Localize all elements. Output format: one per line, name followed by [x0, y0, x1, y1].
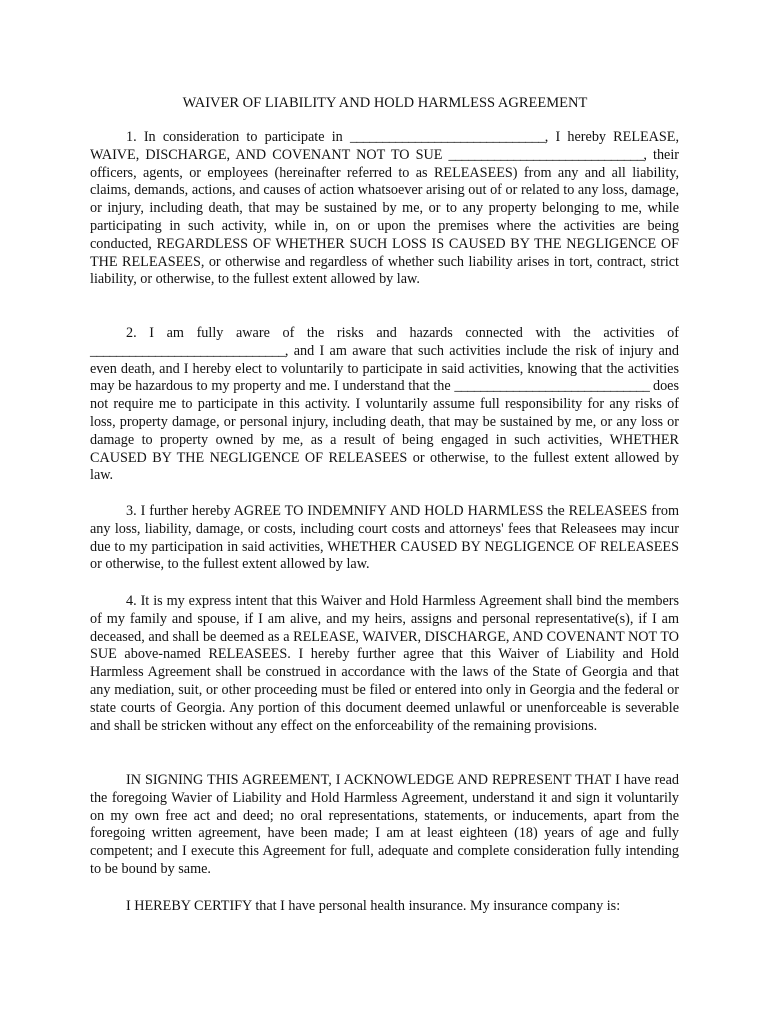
paragraph-acknowledgement: IN SIGNING THIS AGREEMENT, I ACKNOWLEDGE AND REPRESENT THAT I have read the foregoing Wavier of Liability and Hold Harmless Agreement, understand it and sign it voluntarily on my own free act and deed; no oral representations, statements, or inducements, apart from the foregoing written agreement, have been made; I am at least eighteen (18) years of age and fully competent; and I execute this Agreement for full, adequate and complete consideration fully intending to be bound by same. [90, 772, 679, 877]
paragraph-text: does not require me to participate in this activity. I voluntarily assume full responsibility for any risks of loss, property damage, or personal injury, including death, that may be sustained by me, or any loss or damage to property owned by me, as a result of being engaged in such activities, WHETHER CAUSED BY THE NEGLIGENCE OF RELEASEES or otherwise, to the fullest extent allowed by law. [90, 378, 679, 484]
paragraph-assumption-of-risk [90, 325, 679, 485]
document-title: WAIVER OF LIABILITY AND HOLD HARMLESS AGREEMENT [182, 95, 588, 111]
activity-blank: ______________________________ [90, 342, 285, 359]
organization-blank: ______________________________ [448, 146, 644, 163]
organization-blank: ______________________________ [454, 378, 650, 395]
paragraph-release [90, 129, 679, 289]
paragraph-text: , their officers, agents, or employees (hereinafter referred to as RELEASEES) from any and all liability, claims, demands, actions, and causes of action whatsoever arising out of or related to any loss, damage, or injury, including death, that may be sustained by me, or to any property belonging to me, while participating in such activity, while in, on or upon the premises where the activities are being conducted, REGARDLESS OF WHETHER SUCH LOSS IS CAUSED BY THE NEGLIGENCE OF THE RELEASEES, or otherwise and regardless of whether such liability arises in tort, contract, strict liability, or otherwise, to the fullest extent allowed by law. [90, 146, 680, 288]
paragraph-text: 1. In consideration to participate in [126, 129, 350, 145]
paragraph-text: , I hereby RELEASE, WAIVE, DISCHARGE, AND COVENANT NOT TO SUE [90, 129, 679, 163]
paragraph-binding-intent: 4. It is my express intent that this Waiver and Hold Harmless Agreement shall bind the members of my family and spouse, if I am alive, and my heirs, assigns and personal representative(s), if I am deceased, and shall be deemed as a RELEASE, WAIVER, DISCHARGE, AND COVENANT NOT TO SUE above-named RELEASEES. I hereby further agree that this Waiver of Liability and Hold Harmless Agreement shall be construed in accordance with the laws of the State of Georgia and that any mediation, suit, or other proceeding must be filed or entered into only in Georgia and the federal or state courts of Georgia. Any portion of this document deemed unlawful or unenforceable is severable and shall be stricken without any effect on the enforceability of the remaining provisions. [90, 593, 679, 734]
activity-blank: ______________________________ [349, 129, 545, 145]
paragraph-insurance-certification: I HEREBY CERTIFY that I have personal health insurance. My insurance company is: [126, 898, 621, 914]
paragraph-text: 2. I am fully aware of the risks and hazards connected with the activities of [126, 325, 679, 341]
paragraph-text: , and I am aware that such activities include the risk of injury and even death, and I hereby elect to voluntarily to participate in said activities, knowing that the activities may be hazardous to my property and me. I understand that the [90, 342, 679, 395]
paragraph-indemnify: 3. I further hereby AGREE TO INDEMNIFY AND HOLD HARMLESS the RELEASEES from any loss, liability, damage, or costs, including court costs and attorneys' fees that Releasees may incur due to my participation in said activities, WHETHER CAUSED BY NEGLIGENCE OF RELEASEES or otherwise, to the fullest extent allowed by law. [90, 503, 679, 573]
